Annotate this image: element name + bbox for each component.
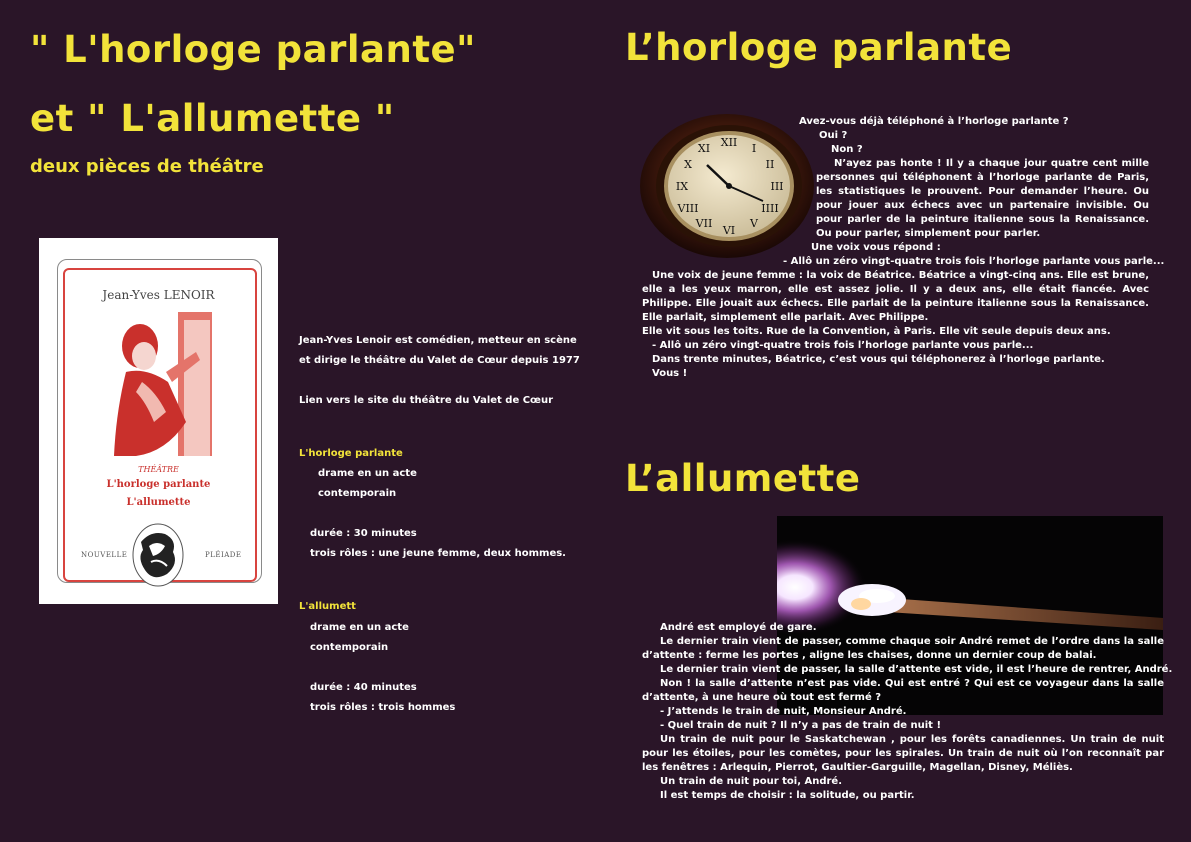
horloge-line5: Une voix vous répond : [811,242,941,253]
author-bio-line2: et dirige le théâtre du Valet de Cœur depuis 1977 [299,355,580,366]
svg-text:VI: VI [722,224,736,237]
theatre-site-link[interactable]: Lien vers le site du théâtre du Valet de Cœur [299,395,554,406]
svg-text:X: X [684,158,692,171]
horloge-line9: - Allô un zéro vingt-quatre trois fois l’horloge parlante vous parle... [652,340,1034,351]
svg-text:XII: XII [720,136,738,149]
horloge-paragraph-intro: N’ayez pas honte ! Il y a chaque jour quatre cent mille personnes qui téléphonent à l’horloge parlante de Paris, les statistiques le prouvent. Pour demander l’heure. Ou pour jouer aux échecs avec un partenaire invisible. Ou pour parler de la peinture italienne sous la Renaissance. Ou pour parler, simplement pour parler. [816,158,1149,239]
cover-publisher-left: NOUVELLE [81,551,128,559]
publisher-logo [131,522,185,588]
svg-text:IX: IX [675,180,689,193]
allumette-heading: L’allumette [625,457,861,500]
horloge-paragraph-beatrice: Une voix de jeune femme : la voix de Béatrice. Béatrice a vingt-cinq ans. Elle est brune, elle a les yeux marron, elle est assez jolie. Il y a deux ans, elle était fiancée. Avec Philippe. Elle jouait aux échecs. Elle parlait de la peinture italienne sous la Renaissance. Elle parlait, simplement elle parlait. Avec Philippe. [642,270,1149,323]
allumette-paragraph2: Le dernier train vient de passer, comme chaque soir André remet de l’ordre dans la salle d’attente : ferme les portes , aligne les chaises, donne un dernier coup de balai. [642,636,1164,661]
svg-text:II: II [765,158,775,171]
svg-text:I: I [751,142,757,155]
horloge-line3: Non ? [831,144,863,155]
horloge-line2: Oui ? [819,130,848,141]
main-subtitle: deux pièces de théâtre [30,156,264,177]
allumette-paragraph7: Un train de nuit pour le Saskatchewan , pour les forêts canadiennes. Un train de nuit pour les étoiles, pour les comètes, pour les spirales. Un train de nuit où l’on reconnaît par les fenêtres : Arlequin, Pierrot, Gaultier-Garguille, Magellan, Disney, Méliès. [642,734,1164,773]
play2-genre2: contemporain [310,642,389,653]
horloge-line10: Dans trente minutes, Béatrice, c’est vous qui téléphonerez à l’horloge parlante. [652,354,1105,365]
svg-text:VIII: VIII [677,202,699,215]
allumette-line1: André est employé de gare. [660,622,817,633]
svg-text:XI: XI [697,142,711,155]
svg-text:V: V [750,217,758,230]
cover-publisher-right: PLÉIADE [205,551,242,559]
play2-genre1: drame en un acte [310,622,409,633]
allumette-line3: Le dernier train vient de passer, la salle d’attente est vide, il est l’heure de rentrer, André. [660,664,1173,675]
svg-text:IIII: IIII [761,202,779,215]
book-cover [39,238,278,604]
play1-roles: trois rôles : une jeune femme, deux hommes. [310,548,566,559]
play2-title: L'allumett [299,601,356,612]
main-title-line1: " L'horloge parlante" [30,28,476,71]
cover-title-2: L'allumette [126,497,191,508]
svg-text:III: III [770,180,784,193]
horloge-line6: - Allô un zéro vingt-quatre trois fois l’horloge parlante vous parle... [783,256,1165,267]
horloge-heading: L’horloge parlante [625,26,1013,69]
cover-actress-photo [106,312,212,456]
play2-roles: trois rôles : trois hommes [310,702,456,713]
play2-duration: durée : 40 minutes [310,682,417,693]
play1-title: L'horloge parlante [299,448,403,459]
play1-genre1: drame en un acte [318,468,417,479]
cover-title-1: L'horloge parlante [106,479,211,490]
main-title-line2: et " L'allumette " [30,97,395,140]
clock-image [639,113,815,259]
horloge-line8: Elle vit sous les toits. Rue de la Convention, à Paris. Elle vit seule depuis deux ans. [642,326,1111,337]
allumette-line6: - Quel train de nuit ? Il n’y a pas de train de nuit ! [660,720,942,731]
play1-genre2: contemporain [318,488,397,499]
allumette-line5: - J’attends le train de nuit, Monsieur André. [660,706,907,717]
allumette-line9: Il est temps de choisir : la solitude, ou partir. [660,790,915,801]
cover-genre: THÉÂTRE [138,465,179,474]
cover-author: Jean-Yves LENOIR [102,288,215,302]
allumette-line8: Un train de nuit pour toi, André. [660,776,843,787]
allumette-paragraph4: Non ! la salle d’attente n’est pas vide. Qui est entré ? Qui est ce voyageur dans la salle d’attente, à une heure où tout est fermé ? [642,678,1164,703]
author-bio-line1: Jean-Yves Lenoir est comédien, metteur en scène [299,335,577,346]
play1-duration: durée : 30 minutes [310,528,417,539]
horloge-line1: Avez-vous déjà téléphoné à l’horloge parlante ? [799,116,1069,127]
svg-text:VII: VII [695,217,713,230]
horloge-line11: Vous ! [652,368,688,379]
